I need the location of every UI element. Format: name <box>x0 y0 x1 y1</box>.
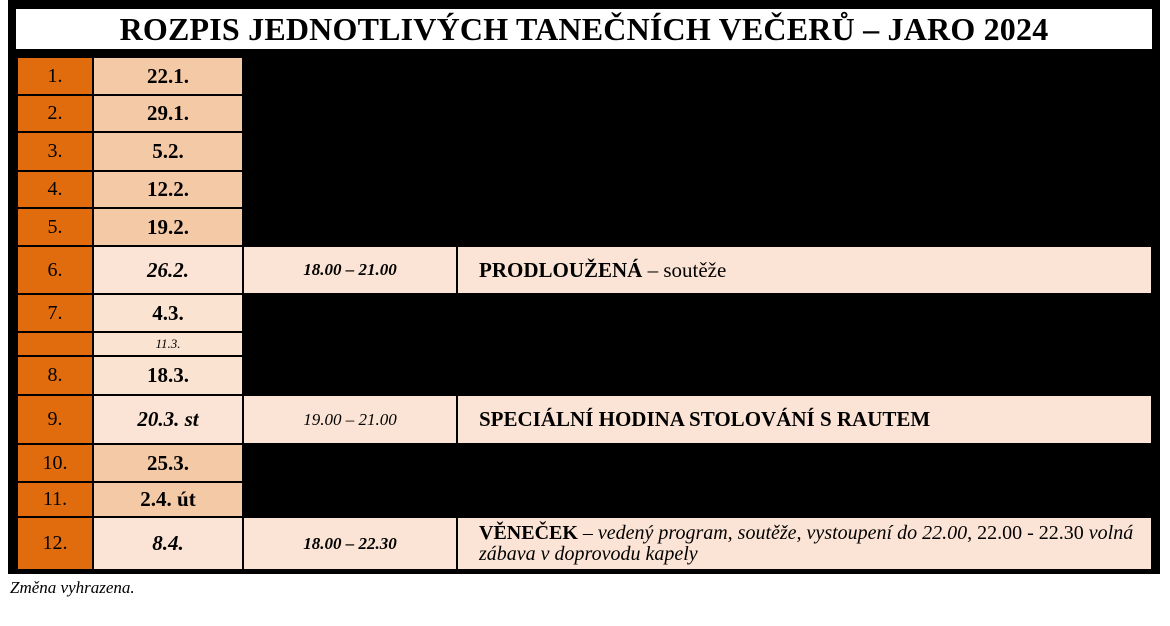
row-date: 4.3. <box>93 294 243 332</box>
table-row <box>17 444 1152 482</box>
row-description <box>457 246 1152 294</box>
row-description: výuková lekce s programem <box>457 171 1152 208</box>
table-row <box>17 395 1152 444</box>
row-number: 8. <box>17 356 93 395</box>
row-number: 2. <box>17 95 93 132</box>
table-row <box>17 294 1152 332</box>
row-description: úvodní výuková lekce <box>457 57 1152 95</box>
row-time: 18.00 – 22.30 <box>243 517 457 570</box>
row-time: 18.00 – 21.00 <box>243 246 457 294</box>
row-number: 1. <box>17 57 93 95</box>
row-number: 5. <box>17 208 93 246</box>
row-date: 19.2. <box>93 208 243 246</box>
row-number <box>17 332 93 356</box>
row-time: 19.00 – 21.00 <box>243 356 457 395</box>
event-detail: – soutěže <box>642 257 727 282</box>
row-time: 19.00 – 21.00 <box>243 294 457 332</box>
row-description: výuková lekce <box>457 294 1152 332</box>
event-detail: – vedený program, soutěže, vystoupení do 22.00 <box>577 521 968 544</box>
table-row <box>17 95 1152 132</box>
row-number: 6. <box>17 246 93 294</box>
row-description <box>457 517 1152 570</box>
row-description: výuková lekce <box>457 132 1152 171</box>
row-time: 19.00 – 21.00 <box>243 482 457 517</box>
table-row <box>17 332 1152 356</box>
row-description: výuková lekce <box>457 482 1152 517</box>
row-number: 3. <box>17 132 93 171</box>
row-number: 11. <box>17 482 93 517</box>
row-date: 20.3. st <box>93 395 243 444</box>
row-time: 19.00 – 21.00 <box>243 208 457 246</box>
page-title: ROZPIS JEDNOTLIVÝCH TANEČNÍCH VEČERŮ – JARO 2024 <box>16 9 1152 49</box>
row-description: SPECIÁLNÍ HODINA STOLOVÁNÍ S RAUTEM <box>457 395 1152 444</box>
row-time: 19.00 – 21.00 <box>243 95 457 132</box>
row-time <box>243 332 457 356</box>
row-description: výuková lekce <box>457 356 1152 395</box>
row-description: výuková lekce <box>457 444 1152 482</box>
event-name: VĚNEČEK <box>479 521 578 544</box>
row-date: 22.1. <box>93 57 243 95</box>
row-date: 11.3. <box>93 332 243 356</box>
row-time: 19.00 – 21.00 <box>243 132 457 171</box>
row-date: 2.4. út <box>93 482 243 517</box>
row-time: 19.00 – 21.00 <box>243 57 457 95</box>
row-description: výuková lekce <box>457 208 1152 246</box>
row-date: 8.4. <box>93 517 243 570</box>
table-row <box>17 482 1152 517</box>
footnote: Změna vyhrazena. <box>10 578 135 597</box>
row-time: 19.00 – 21.00 <box>243 444 457 482</box>
row-date: 5.2. <box>93 132 243 171</box>
row-description: výuková lekce <box>457 95 1152 132</box>
row-description: JARNÍ PRÁZDNINY <box>457 332 1152 356</box>
row-date: 29.1. <box>93 95 243 132</box>
table-row <box>17 517 1152 570</box>
row-time: 19.00 – 21.00 <box>243 171 457 208</box>
row-date: 25.3. <box>93 444 243 482</box>
table-row <box>17 171 1152 208</box>
row-number: 10. <box>17 444 93 482</box>
row-date: 18.3. <box>93 356 243 395</box>
row-number: 7. <box>17 294 93 332</box>
schedule-table <box>16 56 1153 571</box>
row-date: 26.2. <box>93 246 243 294</box>
table-row <box>17 208 1152 246</box>
table-row <box>17 356 1152 395</box>
event-name: PRODLOUŽENÁ <box>479 257 643 282</box>
table-row <box>17 57 1152 95</box>
table-row <box>17 246 1152 294</box>
event-detail: volná zábava v doprovodu kapely <box>479 521 1134 565</box>
table-row <box>17 132 1152 171</box>
row-date: 12.2. <box>93 171 243 208</box>
row-number: 9. <box>17 395 93 444</box>
row-time: 19.00 – 21.00 <box>243 395 457 444</box>
row-number: 12. <box>17 517 93 570</box>
row-number: 4. <box>17 171 93 208</box>
event-time: , 22.00 - 22.30 <box>967 521 1084 544</box>
